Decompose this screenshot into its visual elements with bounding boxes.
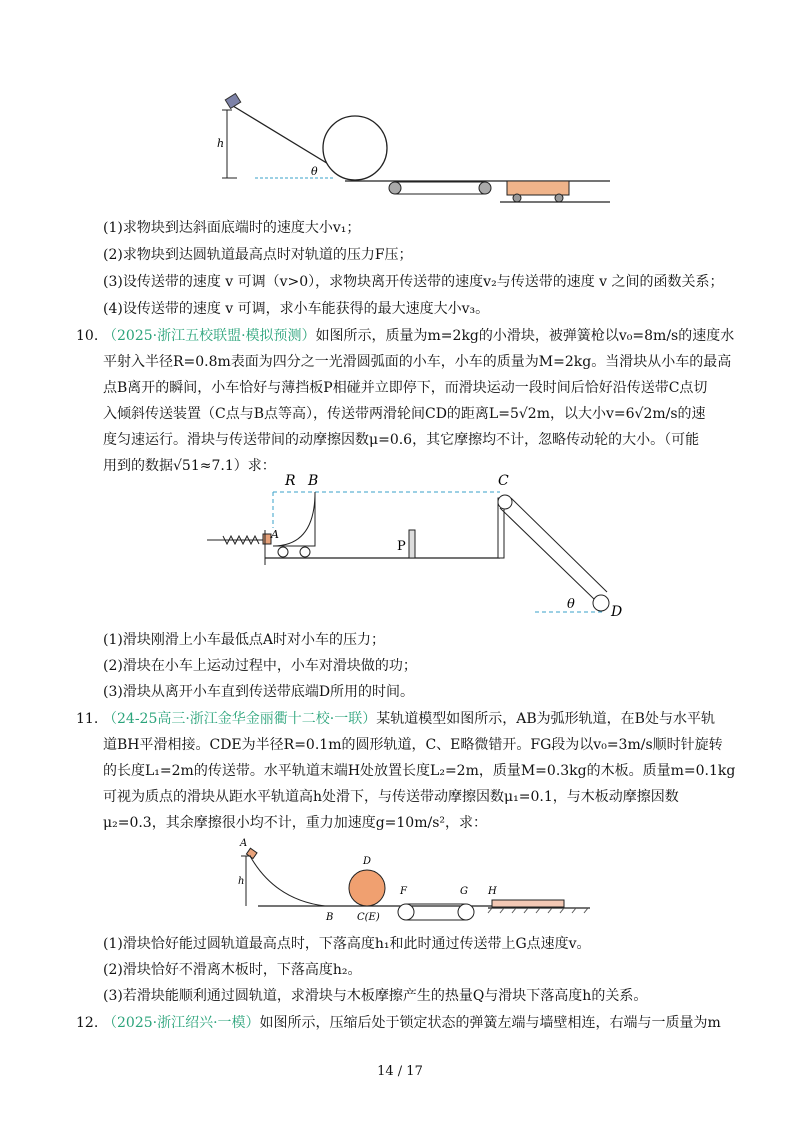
q12-number: 12. bbox=[76, 1015, 99, 1031]
q10-figure bbox=[205, 470, 625, 620]
q11-sub3: (3)若滑块能顺利通过圆轨道，求滑块与木板摩擦产生的热量Q与滑块下落高度h的关系。 bbox=[103, 988, 648, 1004]
q10-label-B: B bbox=[308, 473, 319, 489]
q10-source: （2025·浙江五校联盟·模拟预测） bbox=[103, 328, 316, 344]
q10-line4: 入倾斜传送装置（C点与B点等高），传送带两滑轮间CD的距离L=5√2m，以大小v=6√2m/s的速 bbox=[103, 406, 706, 422]
q11-source: （24-25高三·浙江金华金丽衢十二校·一联） bbox=[103, 711, 377, 727]
q11-label-A: A bbox=[240, 838, 248, 849]
q12-source: （2025·浙江绍兴·一模） bbox=[103, 1015, 260, 1031]
q11-label-CE: C(E) bbox=[357, 912, 380, 923]
q12-line1: 如图所示，压缩后处于锁定状态的弹簧左端与墙壁相连，右端与一质量为m bbox=[259, 1015, 721, 1031]
q10-sub2: (2)滑块在小车上运动过程中，小车对滑块做的功； bbox=[103, 658, 417, 674]
q9-label-theta: θ bbox=[311, 165, 318, 178]
q11-line3: 的长度L₁=2m的传送带。水平轨道末端H处放置长度L₂=2m，质量M=0.3kg的木板。质量m=0.1kg bbox=[103, 763, 736, 779]
q9-sub4: (4)设传送带的速度 v 可调，求小车能获得的最大速度大小v₃。 bbox=[103, 301, 490, 317]
q10-line5: 度匀速运行。滑块与传送带间的动摩擦因数μ=0.6，其它摩擦均不计，忽略传动轮的大小。（可能 bbox=[103, 432, 700, 448]
q11-sub2: (2)滑块恰好不滑离木板时，下落高度h₂。 bbox=[103, 962, 362, 978]
q9-label-h: h bbox=[217, 137, 225, 150]
q11-line5: μ₂=0.3，其余摩擦很小均不计，重力加速度g=10m/s²，求： bbox=[103, 815, 488, 831]
q9-sub2: (2)求物块到达圆轨道最高点时对轨道的压力F压； bbox=[103, 247, 413, 263]
q11-label-h: h bbox=[238, 876, 245, 887]
page-number: 14 / 17 bbox=[377, 1064, 423, 1079]
q10-line1: 如图所示，质量为m=2kg的小滑块，被弹簧枪以v₀=8m/s的速度水 bbox=[315, 328, 735, 344]
q9-figure bbox=[215, 92, 615, 207]
q9-sub1: (1)求物块到达斜面底端时的速度大小v₁； bbox=[103, 220, 361, 236]
q11-sub1: (1)滑块恰好能过圆轨道最高点时，下落高度h₁和此时通过传送带上G点速度v。 bbox=[103, 936, 591, 952]
q10-label-C: C bbox=[498, 473, 509, 489]
q12-line1-wrap bbox=[103, 1013, 721, 1033]
q10-sub1: (1)滑块刚滑上小车最低点A时对小车的压力； bbox=[103, 632, 385, 648]
q11-figure bbox=[230, 836, 595, 924]
q10-label-A: A bbox=[271, 528, 279, 541]
q10-label-theta: θ bbox=[567, 597, 575, 612]
q11-line1: 某轨道模型如图所示，AB为弧形轨道，在B处与水平轨 bbox=[376, 711, 715, 727]
q11-label-F: F bbox=[400, 886, 407, 897]
q10-label-R: R bbox=[285, 473, 296, 489]
q11-line4: 可视为质点的滑块从距水平轨道高h处滑下，与传送带动摩擦因数μ₁=0.1，与木板动摩擦因数 bbox=[103, 789, 679, 805]
q11-label-H: H bbox=[488, 886, 497, 897]
q10-line2: 平射入半径R=0.8m表面为四分之一光滑圆弧面的小车，小车的质量为M=2kg。当滑块从小车的最高 bbox=[103, 354, 732, 370]
q10-line3: 点B离开的瞬间，小车恰好与薄挡板P相碰并立即停下，而滑块运动一段时间后恰好沿传送带C点切 bbox=[103, 380, 708, 396]
q9-sub3: (3)设传送带的速度 v 可调（v>0），求物块离开传送带的速度v₂与传送带的速度 v 之间的函数关系； bbox=[103, 274, 724, 290]
q11-label-G: G bbox=[460, 886, 468, 897]
q10-label-P: P bbox=[397, 539, 406, 554]
q10-line1-wrap bbox=[103, 326, 734, 346]
q11-label-D: D bbox=[363, 856, 372, 867]
q10-line6: 用到的数据√51≈7.1）求： bbox=[103, 458, 276, 474]
q11-label-B: B bbox=[326, 912, 334, 923]
q10-label-D: D bbox=[611, 604, 623, 620]
q10-sub3: (3)滑块从离开小车直到传送带底端D所用的时间。 bbox=[103, 684, 415, 700]
q11-number: 11. bbox=[76, 711, 99, 727]
q11-line2: 道BH平滑相接。CDE为半径R=0.1m的圆形轨道，C、E略微错开。FG段为以v₀=3m/s顺时针旋转 bbox=[103, 737, 723, 753]
q10-number: 10. bbox=[76, 328, 99, 344]
q11-line1-wrap bbox=[103, 709, 715, 729]
